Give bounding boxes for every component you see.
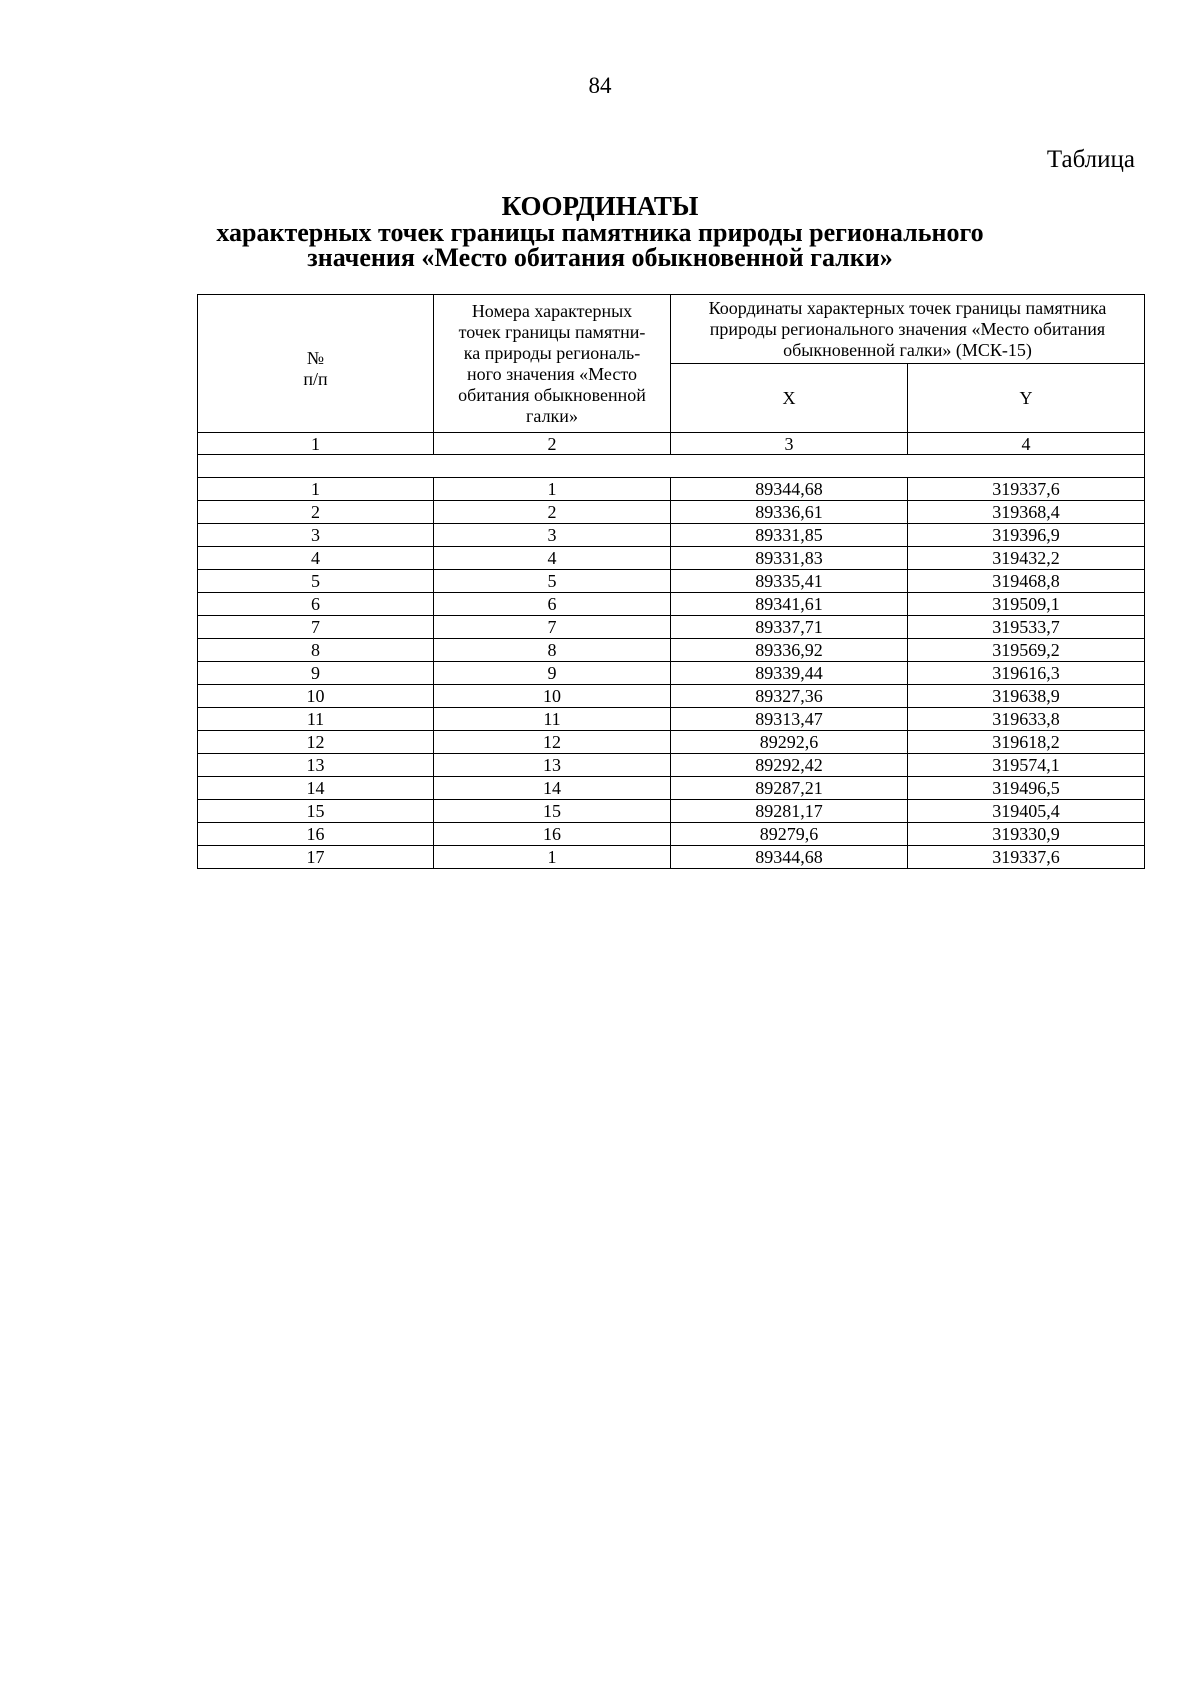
- x-coordinate-cell: 89281,17: [671, 800, 908, 823]
- header-coordinates-group: [671, 295, 1145, 364]
- x-coordinate-cell: 89292,42: [671, 754, 908, 777]
- column-number: 3: [671, 433, 908, 455]
- table-row: [198, 823, 1145, 846]
- x-coordinate-cell: 89344,68: [671, 478, 908, 501]
- table-row: [198, 800, 1145, 823]
- header-row-1: [198, 295, 1145, 364]
- table-row: [198, 639, 1145, 662]
- x-coordinate-cell: 89279,6: [671, 823, 908, 846]
- header-points-line: ка природы региональ-: [463, 342, 641, 363]
- table-row: [198, 731, 1145, 754]
- y-coordinate-cell: 319405,4: [908, 800, 1145, 823]
- row-number-cell: 3: [198, 524, 434, 547]
- column-number: 4: [908, 433, 1145, 455]
- x-coordinate-cell: 89292,6: [671, 731, 908, 754]
- point-number-cell: 8: [434, 639, 671, 662]
- header-points-line: Номера характерных: [471, 300, 633, 321]
- table-row: [198, 708, 1145, 731]
- x-coordinate-cell: 89337,71: [671, 616, 908, 639]
- row-number-cell: 14: [198, 777, 434, 800]
- y-coordinate-cell: 319574,1: [908, 754, 1145, 777]
- row-number-cell: 13: [198, 754, 434, 777]
- table-row: [198, 662, 1145, 685]
- y-coordinate-cell: 319533,7: [908, 616, 1145, 639]
- x-coordinate-cell: 89331,85: [671, 524, 908, 547]
- y-coordinate-cell: 319633,8: [908, 708, 1145, 731]
- y-coordinate-cell: 319368,4: [908, 501, 1145, 524]
- point-number-cell: 2: [434, 501, 671, 524]
- header-points-cell: [434, 295, 671, 433]
- table-row: [198, 478, 1145, 501]
- row-number-cell: 2: [198, 501, 434, 524]
- header-y-cell: Y: [908, 364, 1145, 433]
- header-points-line: обитания обыкновенной: [458, 384, 646, 405]
- document-heading: [0, 192, 1200, 270]
- header-group-line: обыкновенной галки» (МСК-15): [783, 339, 1032, 360]
- header-group-line: Координаты характерных точек границы памятника: [708, 297, 1107, 318]
- y-coordinate-cell: 319330,9: [908, 823, 1145, 846]
- table-row: [198, 846, 1145, 869]
- point-number-cell: 1: [434, 478, 671, 501]
- point-number-cell: 4: [434, 547, 671, 570]
- blank-cell: [198, 455, 1145, 478]
- column-number-row: [198, 433, 1145, 455]
- table-row: [198, 616, 1145, 639]
- heading-line-2: характерных точек границы памятника природы регионального: [216, 218, 984, 247]
- heading-title: КООРДИНАТЫ: [501, 191, 699, 221]
- row-number-cell: 6: [198, 593, 434, 616]
- header-number-abbrev: п/п: [303, 368, 328, 389]
- row-number-cell: 16: [198, 823, 434, 846]
- header-points-line: галки»: [526, 405, 578, 426]
- header-group-line: природы регионального значения «Место обитания: [709, 318, 1106, 339]
- header-x-cell: X: [671, 364, 908, 433]
- x-coordinate-cell: 89336,61: [671, 501, 908, 524]
- blank-row: [198, 455, 1145, 478]
- header-points-line: точек границы памятни-: [458, 321, 646, 342]
- point-number-cell: 1: [434, 846, 671, 869]
- table-row: [198, 547, 1145, 570]
- point-number-cell: 12: [434, 731, 671, 754]
- row-number-cell: 5: [198, 570, 434, 593]
- y-coordinate-cell: 319432,2: [908, 547, 1145, 570]
- row-number-cell: 1: [198, 478, 434, 501]
- point-number-cell: 15: [434, 800, 671, 823]
- point-number-cell: 14: [434, 777, 671, 800]
- table-row: [198, 685, 1145, 708]
- point-number-cell: 5: [434, 570, 671, 593]
- x-coordinate-cell: 89336,92: [671, 639, 908, 662]
- point-number-cell: 6: [434, 593, 671, 616]
- table-row: [198, 501, 1145, 524]
- y-coordinate-cell: 319618,2: [908, 731, 1145, 754]
- table-row: [198, 754, 1145, 777]
- header-number-symbol: №: [306, 347, 325, 368]
- header-number-cell: [198, 295, 434, 433]
- y-coordinate-cell: 319569,2: [908, 639, 1145, 662]
- point-number-cell: 16: [434, 823, 671, 846]
- table-row: [198, 524, 1145, 547]
- table-label: Таблица: [1046, 146, 1135, 173]
- x-coordinate-cell: 89331,83: [671, 547, 908, 570]
- row-number-cell: 4: [198, 547, 434, 570]
- y-coordinate-cell: 319337,6: [908, 846, 1145, 869]
- page-number: 84: [588, 73, 612, 98]
- x-coordinate-cell: 89344,68: [671, 846, 908, 869]
- y-coordinate-cell: 319496,5: [908, 777, 1145, 800]
- point-number-cell: 10: [434, 685, 671, 708]
- heading-line-3: значения «Место обитания обыкновенной галки»: [307, 243, 893, 272]
- y-coordinate-cell: 319337,6: [908, 478, 1145, 501]
- column-number: 1: [198, 433, 434, 455]
- row-number-cell: 7: [198, 616, 434, 639]
- point-number-cell: 11: [434, 708, 671, 731]
- y-coordinate-cell: 319509,1: [908, 593, 1145, 616]
- x-coordinate-cell: 89313,47: [671, 708, 908, 731]
- row-number-cell: 8: [198, 639, 434, 662]
- point-number-cell: 7: [434, 616, 671, 639]
- row-number-cell: 17: [198, 846, 434, 869]
- y-coordinate-cell: 319616,3: [908, 662, 1145, 685]
- header-points-line: ного значения «Место: [467, 363, 637, 384]
- y-coordinate-cell: 319468,8: [908, 570, 1145, 593]
- row-number-cell: 11: [198, 708, 434, 731]
- table-row: [198, 777, 1145, 800]
- row-number-cell: 15: [198, 800, 434, 823]
- x-coordinate-cell: 89339,44: [671, 662, 908, 685]
- x-coordinate-cell: 89327,36: [671, 685, 908, 708]
- row-number-cell: 9: [198, 662, 434, 685]
- y-coordinate-cell: 319638,9: [908, 685, 1145, 708]
- table-row: [198, 593, 1145, 616]
- row-number-cell: 10: [198, 685, 434, 708]
- point-number-cell: 9: [434, 662, 671, 685]
- y-coordinate-cell: 319396,9: [908, 524, 1145, 547]
- coordinates-table: [197, 294, 1145, 869]
- x-coordinate-cell: 89335,41: [671, 570, 908, 593]
- row-number-cell: 12: [198, 731, 434, 754]
- table-row: [198, 570, 1145, 593]
- x-coordinate-cell: 89341,61: [671, 593, 908, 616]
- column-number: 2: [434, 433, 671, 455]
- point-number-cell: 3: [434, 524, 671, 547]
- point-number-cell: 13: [434, 754, 671, 777]
- x-coordinate-cell: 89287,21: [671, 777, 908, 800]
